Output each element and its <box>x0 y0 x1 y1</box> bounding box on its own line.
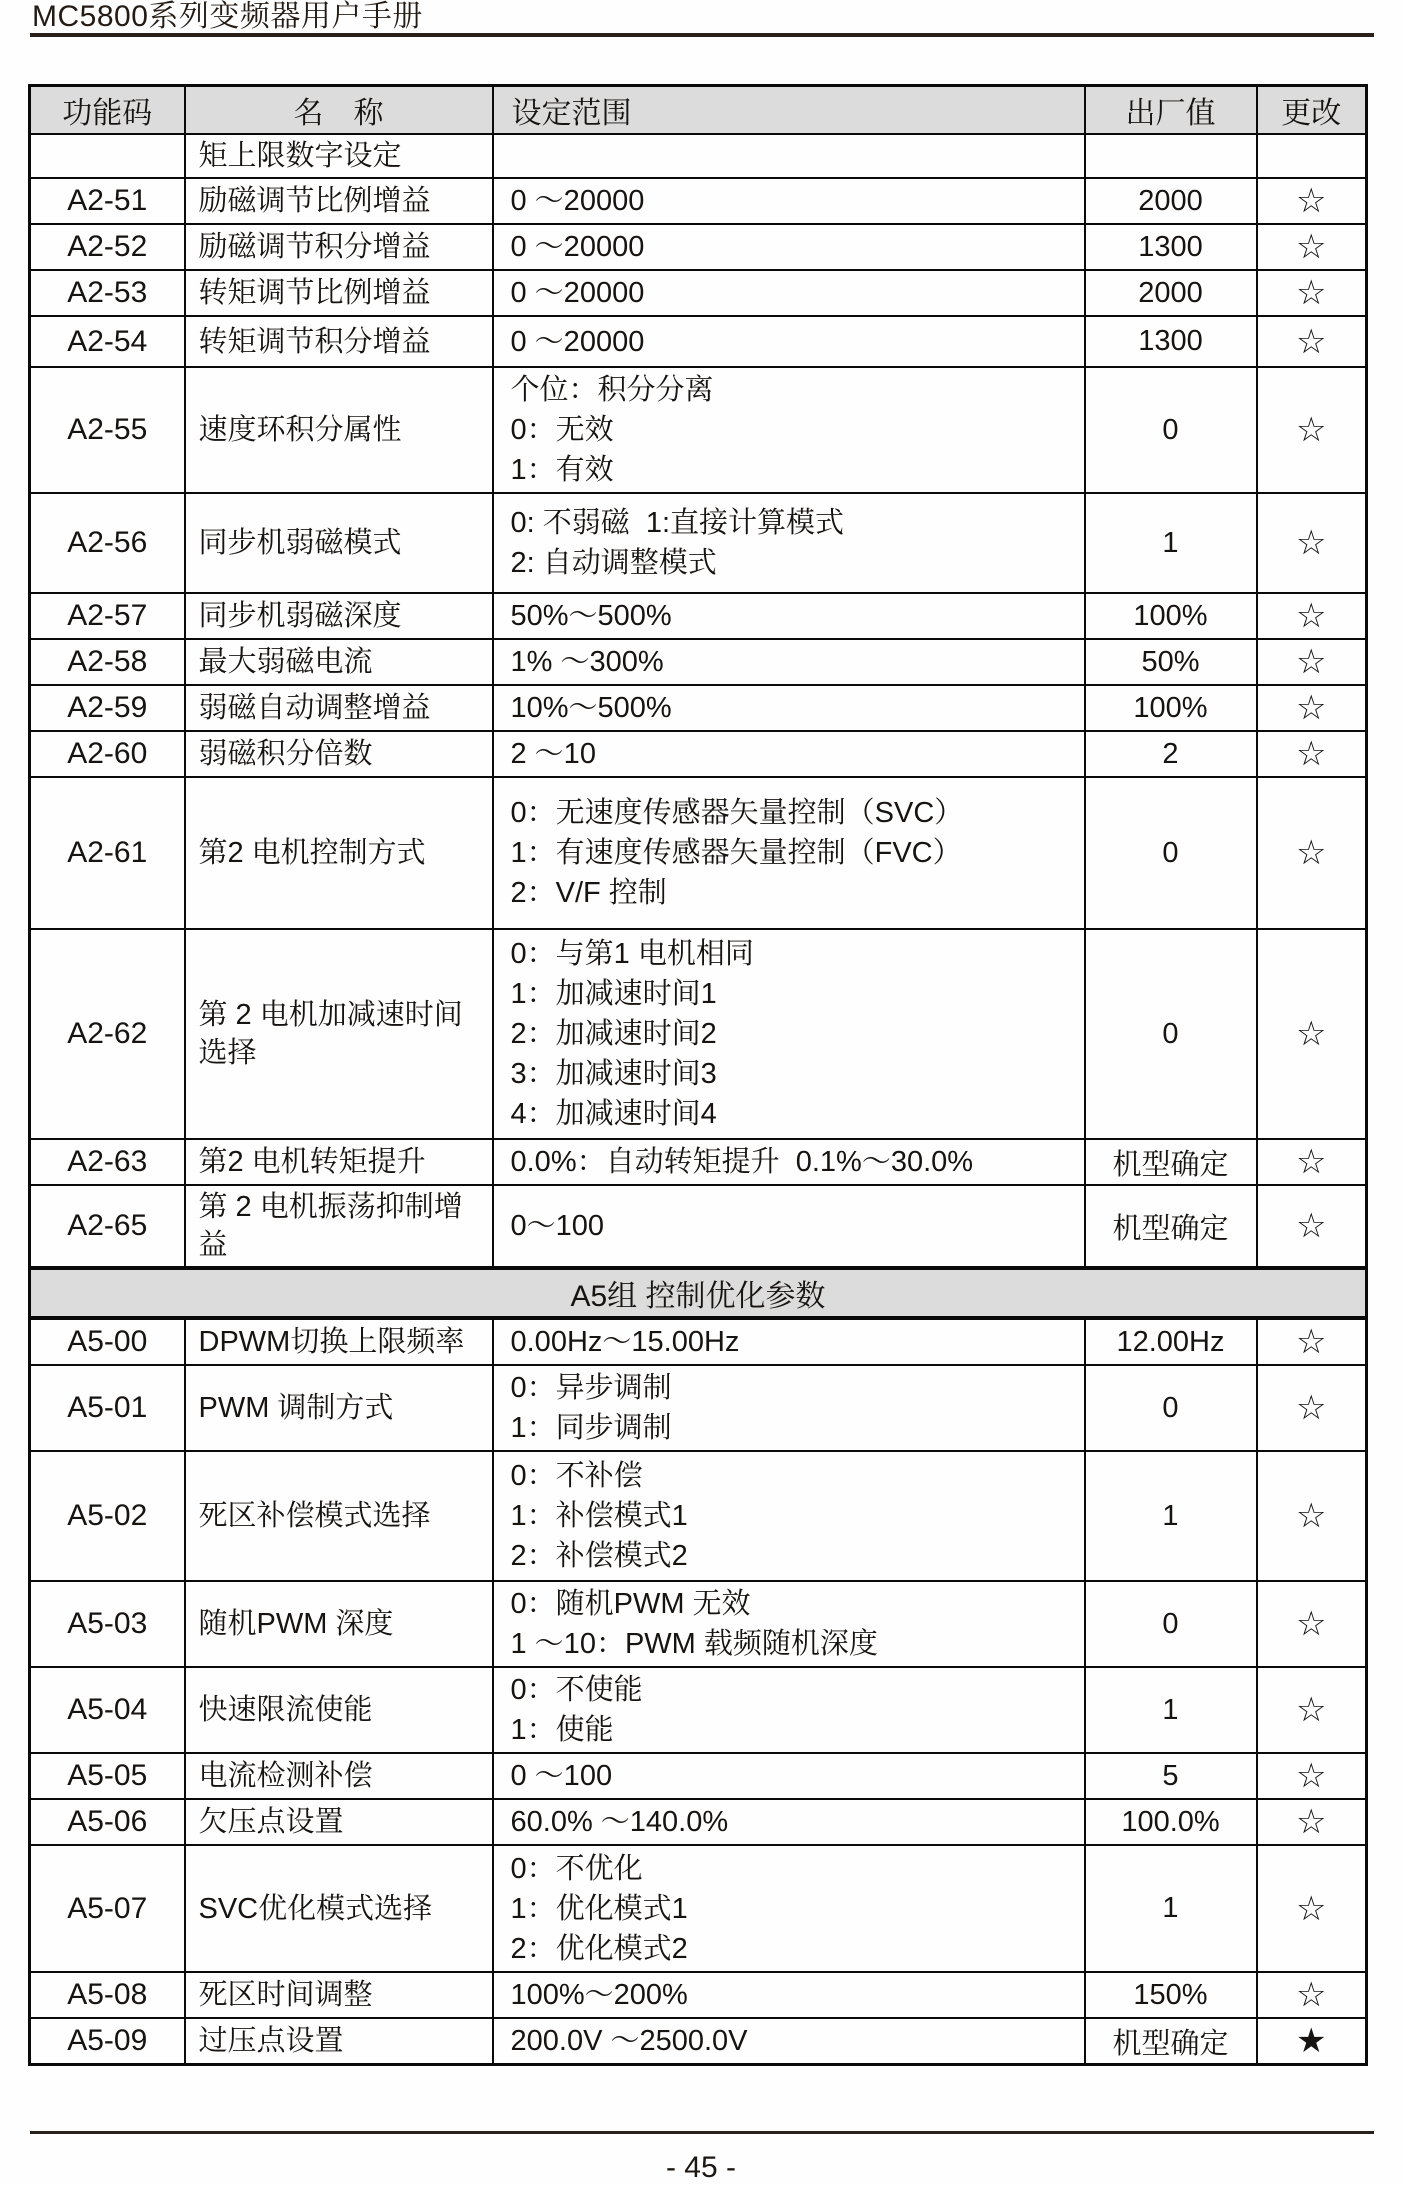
parameter-row <box>30 316 1367 367</box>
setting-range-cell <box>493 593 1085 639</box>
range-line: 200.0V ～2500.0V <box>510 2025 748 2057</box>
factory-default-cell <box>1085 134 1257 178</box>
setting-range-cell <box>493 1753 1085 1799</box>
change-flag-cell: ☆ <box>1257 1185 1367 1268</box>
parameter-row <box>30 929 1367 1139</box>
factory-default-cell: 机型确定 <box>1085 1185 1257 1268</box>
param-name-cell: 第 2 电机加减速时间选择 <box>185 929 493 1139</box>
change-flag-cell: ★ <box>1257 2018 1367 2065</box>
setting-range-cell <box>493 1972 1085 2018</box>
parameter-row <box>30 639 1367 685</box>
function-code-cell: A5-06 <box>30 1799 185 1845</box>
change-flag-cell: ☆ <box>1257 1972 1367 2018</box>
range-line: 0：异步调制 <box>510 1372 672 1404</box>
table-header-row <box>30 86 1367 135</box>
factory-default-cell: 1300 <box>1085 316 1257 367</box>
document-title: MC5800系列变频器用户手册 <box>32 0 423 33</box>
factory-default-cell: 机型确定 <box>1085 1139 1257 1185</box>
col-header-function-code: 功能码 <box>30 86 185 135</box>
setting-range-cell <box>493 367 1085 493</box>
range-line: 1：加减速时间1 <box>510 978 717 1010</box>
factory-default-cell: 0 <box>1085 777 1257 929</box>
function-code-cell: A2-59 <box>30 685 185 731</box>
param-name-cell: 弱磁自动调整增益 <box>185 685 493 731</box>
setting-range-cell <box>493 1845 1085 1972</box>
factory-default-cell: 12.00Hz <box>1085 1318 1257 1365</box>
function-code-cell: A2-65 <box>30 1185 185 1268</box>
function-code-cell: A2-63 <box>30 1139 185 1185</box>
factory-default-cell: 1 <box>1085 1451 1257 1581</box>
parameter-row <box>30 731 1367 777</box>
range-line: 0 ～20000 <box>510 325 645 358</box>
range-line: 1% ～300% <box>510 646 664 678</box>
parameter-row <box>30 593 1367 639</box>
setting-range-cell <box>493 1799 1085 1845</box>
parameter-row <box>30 777 1367 929</box>
range-line: 0.00Hz～15.00Hz <box>510 1326 740 1358</box>
col-header-setting-range: 设定范围 <box>493 86 1085 135</box>
parameter-row <box>30 178 1367 224</box>
factory-default-cell: 1300 <box>1085 224 1257 270</box>
parameter-row <box>30 685 1367 731</box>
range-line: 0～100 <box>510 1210 605 1242</box>
range-line: 0：不补偿 <box>510 1460 643 1492</box>
function-code-cell: A5-02 <box>30 1451 185 1581</box>
param-name-cell: 第2 电机转矩提升 <box>185 1139 493 1185</box>
parameter-row <box>30 2018 1367 2065</box>
range-line: 60.0% ～140.0% <box>510 1806 729 1838</box>
footer-rule <box>30 2131 1374 2134</box>
parameter-row <box>30 1581 1367 1667</box>
function-code-cell: A2-56 <box>30 493 185 593</box>
range-line: 2：加减速时间2 <box>510 1018 717 1050</box>
setting-range-cell <box>493 685 1085 731</box>
function-code-cell: A5-08 <box>30 1972 185 2018</box>
parameter-row <box>30 1185 1367 1268</box>
parameter-row <box>30 367 1367 493</box>
param-name-cell: 随机PWM 深度 <box>185 1581 493 1667</box>
param-name-cell: 同步机弱磁模式 <box>185 493 493 593</box>
range-line: 0.0%：自动转矩提升 0.1%～30.0% <box>510 1146 974 1178</box>
factory-default-cell: 100% <box>1085 593 1257 639</box>
function-code-cell: A2-62 <box>30 929 185 1139</box>
setting-range-cell <box>493 316 1085 367</box>
function-code-cell <box>30 134 185 178</box>
change-flag-cell: ☆ <box>1257 1667 1367 1753</box>
change-flag-cell: ☆ <box>1257 593 1367 639</box>
setting-range-cell <box>493 929 1085 1139</box>
page-number: - 45 - <box>665 2151 737 2184</box>
factory-default-cell: 5 <box>1085 1753 1257 1799</box>
function-code-cell: A2-55 <box>30 367 185 493</box>
factory-default-cell: 2000 <box>1085 178 1257 224</box>
factory-default-cell: 150% <box>1085 1972 1257 2018</box>
setting-range-cell <box>493 1365 1085 1451</box>
parameter-row <box>30 1845 1367 1972</box>
range-line: 0：不使能 <box>510 1674 643 1706</box>
section-title: A5组 控制优化参数 <box>30 1268 1367 1318</box>
range-line: 0: 不弱磁 1:直接计算模式 <box>510 507 845 539</box>
change-flag-cell: ☆ <box>1257 270 1367 316</box>
param-name-cell: 死区补偿模式选择 <box>185 1451 493 1581</box>
param-name-cell: 最大弱磁电流 <box>185 639 493 685</box>
setting-range-cell <box>493 178 1085 224</box>
param-name-cell: 电流检测补偿 <box>185 1753 493 1799</box>
change-flag-cell: ☆ <box>1257 367 1367 493</box>
range-line: 1 ～10：PWM 载频随机深度 <box>510 1628 878 1660</box>
factory-default-cell: 1 <box>1085 1667 1257 1753</box>
range-line: 个位：积分分离 <box>510 374 714 406</box>
setting-range-cell <box>493 270 1085 316</box>
setting-range-cell <box>493 1451 1085 1581</box>
range-line: 1：有效 <box>510 454 614 486</box>
range-line: 1：优化模式1 <box>510 1892 688 1925</box>
factory-default-cell: 0 <box>1085 1581 1257 1667</box>
change-flag-cell: ☆ <box>1257 224 1367 270</box>
range-line: 0：与第1 电机相同 <box>510 938 754 970</box>
parameter-table <box>28 84 1368 2066</box>
function-code-cell: A5-01 <box>30 1365 185 1451</box>
parameter-row <box>30 1799 1367 1845</box>
factory-default-cell: 2000 <box>1085 270 1257 316</box>
param-name-cell: 励磁调节积分增益 <box>185 224 493 270</box>
setting-range-cell <box>493 731 1085 777</box>
function-code-cell: A2-57 <box>30 593 185 639</box>
section-header-row <box>30 1268 1367 1318</box>
range-line: 0 ～20000 <box>510 231 645 263</box>
param-name-cell: 转矩调节积分增益 <box>185 316 493 367</box>
function-code-cell: A2-51 <box>30 178 185 224</box>
change-flag-cell: ☆ <box>1257 929 1367 1139</box>
param-name-cell: 转矩调节比例增益 <box>185 270 493 316</box>
parameter-row <box>30 134 1367 178</box>
range-line: 0 ～100 <box>510 1760 613 1792</box>
range-line: 4：加减速时间4 <box>510 1098 717 1130</box>
param-name-cell: PWM 调制方式 <box>185 1365 493 1451</box>
factory-default-cell: 1 <box>1085 493 1257 593</box>
param-name-cell: 快速限流使能 <box>185 1667 493 1753</box>
parameter-row <box>30 1667 1367 1753</box>
change-flag-cell: ☆ <box>1257 1753 1367 1799</box>
range-line: 0：随机PWM 无效 <box>510 1588 751 1620</box>
function-code-cell: A5-00 <box>30 1318 185 1365</box>
col-header-name: 名 称 <box>185 86 493 135</box>
range-line: 2：V/F 控制 <box>510 877 667 909</box>
change-flag-cell: ☆ <box>1257 1581 1367 1667</box>
parameter-row <box>30 270 1367 316</box>
range-line: 0 ～20000 <box>510 185 645 217</box>
function-code-cell: A2-61 <box>30 777 185 929</box>
change-flag-cell <box>1257 134 1367 178</box>
header-rule <box>30 33 1374 37</box>
setting-range-cell <box>493 1185 1085 1268</box>
setting-range-cell <box>493 2018 1085 2065</box>
factory-default-cell: 0 <box>1085 1365 1257 1451</box>
change-flag-cell: ☆ <box>1257 178 1367 224</box>
range-line: 1：使能 <box>510 1714 614 1746</box>
setting-range-cell <box>493 1139 1085 1185</box>
param-name-cell: DPWM切换上限频率 <box>185 1318 493 1365</box>
factory-default-cell: 50% <box>1085 639 1257 685</box>
setting-range-cell <box>493 639 1085 685</box>
setting-range-cell <box>493 134 1085 178</box>
range-line: 50%～500% <box>510 600 672 632</box>
param-name-cell: 过压点设置 <box>185 2018 493 2065</box>
function-code-cell: A2-60 <box>30 731 185 777</box>
change-flag-cell: ☆ <box>1257 1451 1367 1581</box>
change-flag-cell: ☆ <box>1257 1365 1367 1451</box>
factory-default-cell: 1 <box>1085 1845 1257 1972</box>
parameter-row <box>30 1139 1367 1185</box>
range-line: 1：同步调制 <box>510 1412 672 1444</box>
setting-range-cell <box>493 493 1085 593</box>
change-flag-cell: ☆ <box>1257 1318 1367 1365</box>
range-line: 10%～500% <box>510 692 672 724</box>
change-flag-cell: ☆ <box>1257 777 1367 929</box>
change-flag-cell: ☆ <box>1257 1845 1367 1972</box>
col-header-change: 更改 <box>1257 86 1367 135</box>
function-code-cell: A5-09 <box>30 2018 185 2065</box>
parameter-table-body <box>30 134 1367 2065</box>
parameter-row <box>30 1318 1367 1365</box>
range-line: 1：补偿模式1 <box>510 1500 688 1532</box>
range-line: 100%～200% <box>510 1979 688 2011</box>
param-name-cell: 死区时间调整 <box>185 1972 493 2018</box>
setting-range-cell <box>493 224 1085 270</box>
function-code-cell: A5-07 <box>30 1845 185 1972</box>
change-flag-cell: ☆ <box>1257 316 1367 367</box>
range-line: 0：无效 <box>510 414 614 446</box>
function-code-cell: A2-52 <box>30 224 185 270</box>
function-code-cell: A2-54 <box>30 316 185 367</box>
param-name-cell: 同步机弱磁深度 <box>185 593 493 639</box>
range-line: 0：无速度传感器矢量控制（SVC） <box>510 797 964 829</box>
parameter-row <box>30 1972 1367 2018</box>
setting-range-cell <box>493 1667 1085 1753</box>
param-name-cell: 励磁调节比例增益 <box>185 178 493 224</box>
function-code-cell: A2-53 <box>30 270 185 316</box>
param-name-cell: 欠压点设置 <box>185 1799 493 1845</box>
factory-default-cell: 0 <box>1085 929 1257 1139</box>
param-name-cell: 第2 电机控制方式 <box>185 777 493 929</box>
range-line: 2：补偿模式2 <box>510 1540 688 1572</box>
function-code-cell: A5-04 <box>30 1667 185 1753</box>
factory-default-cell: 0 <box>1085 367 1257 493</box>
change-flag-cell: ☆ <box>1257 1139 1367 1185</box>
change-flag-cell: ☆ <box>1257 731 1367 777</box>
factory-default-cell: 2 <box>1085 731 1257 777</box>
factory-default-cell: 机型确定 <box>1085 2018 1257 2065</box>
change-flag-cell: ☆ <box>1257 1799 1367 1845</box>
setting-range-cell <box>493 1581 1085 1667</box>
change-flag-cell: ☆ <box>1257 493 1367 593</box>
range-line: 1：有速度传感器矢量控制（FVC） <box>510 837 962 869</box>
param-name-cell: 速度环积分属性 <box>185 367 493 493</box>
factory-default-cell: 100% <box>1085 685 1257 731</box>
col-header-factory-default: 出厂值 <box>1085 86 1257 135</box>
change-flag-cell: ☆ <box>1257 685 1367 731</box>
setting-range-cell <box>493 1318 1085 1365</box>
function-code-cell: A2-58 <box>30 639 185 685</box>
parameter-row <box>30 493 1367 593</box>
param-name-cell: 弱磁积分倍数 <box>185 731 493 777</box>
range-line: 3：加减速时间3 <box>510 1058 717 1090</box>
setting-range-cell <box>493 777 1085 929</box>
param-name-cell: SVC优化模式选择 <box>185 1845 493 1972</box>
range-line: 2 ～10 <box>510 738 596 770</box>
parameter-row <box>30 1365 1367 1451</box>
parameter-row <box>30 224 1367 270</box>
range-line: 0：不优化 <box>510 1852 643 1885</box>
parameter-row <box>30 1451 1367 1581</box>
change-flag-cell: ☆ <box>1257 639 1367 685</box>
range-line: 2：优化模式2 <box>510 1932 688 1965</box>
range-line: 0 ～20000 <box>510 277 645 309</box>
param-name-cell: 第 2 电机振荡抑制增益 <box>185 1185 493 1268</box>
factory-default-cell: 100.0% <box>1085 1799 1257 1845</box>
function-code-cell: A5-03 <box>30 1581 185 1667</box>
range-line: 2: 自动调整模式 <box>510 547 717 579</box>
function-code-cell: A5-05 <box>30 1753 185 1799</box>
param-name-cell: 矩上限数字设定 <box>185 134 493 178</box>
parameter-row <box>30 1753 1367 1799</box>
